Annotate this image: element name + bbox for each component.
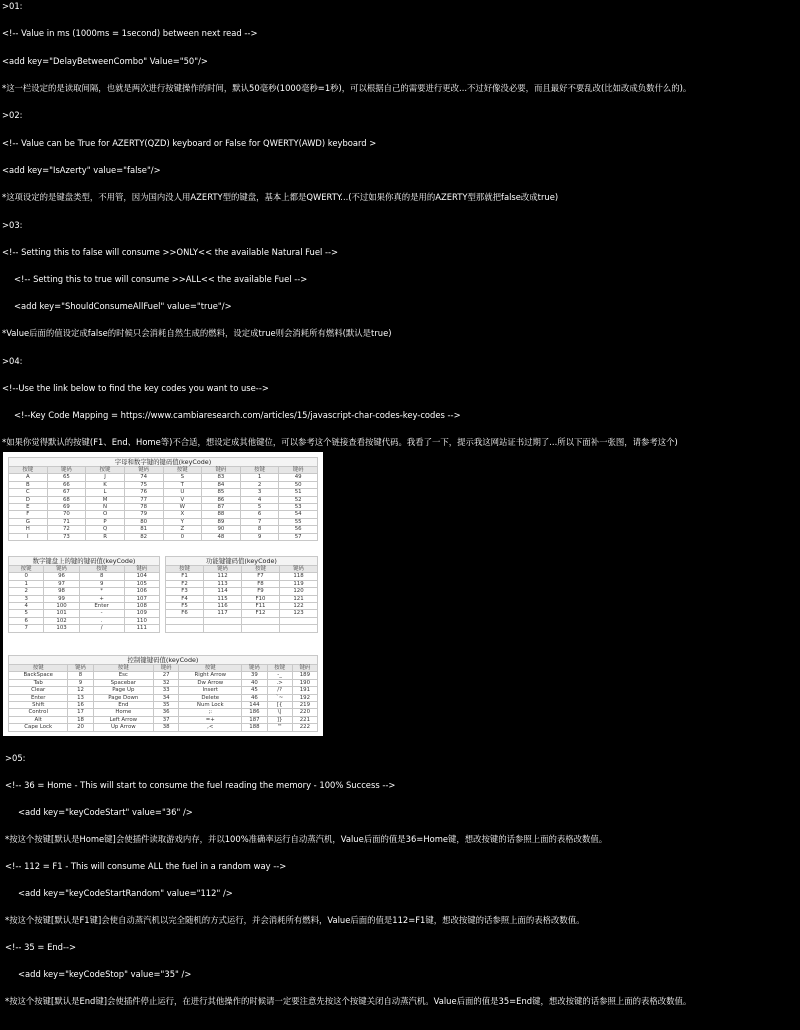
- table-cell: 97: [44, 580, 79, 587]
- code-comment-link: <!--Key Code Mapping = https://www.cambiaresearch.com/articles/15/javascript-char-codes-key-codes -->: [14, 410, 461, 420]
- table-cell: 3: [240, 489, 279, 496]
- table-cell: 48: [202, 533, 241, 540]
- table-cell: .: [79, 617, 124, 624]
- table-cell: 71: [47, 518, 86, 525]
- table-cell: 45: [242, 687, 267, 694]
- table-cell: 105: [124, 580, 159, 587]
- table-cell: Delete: [179, 694, 242, 701]
- table-cell: K: [86, 481, 125, 488]
- table-cell: J: [86, 474, 125, 481]
- table-cell: 123: [279, 610, 317, 617]
- table-cell: R: [86, 533, 125, 540]
- table-cell: 46: [242, 694, 267, 701]
- table-cell: ;:: [179, 709, 242, 716]
- table-cell: Clear: [9, 687, 68, 694]
- table-cell: Home: [93, 709, 153, 716]
- table-cell: 112: [203, 573, 241, 580]
- table-cell: 39: [242, 672, 267, 679]
- table-cell: F10: [241, 595, 279, 602]
- code-comment: <!-- 35 = End-->: [5, 942, 77, 952]
- column-header: 键码: [292, 665, 317, 672]
- table-cell: 1: [240, 474, 279, 481]
- table-cell: 68: [47, 496, 86, 503]
- table-row: [9, 504, 318, 511]
- table-cell: Shift: [9, 702, 68, 709]
- table-cell: 116: [203, 603, 241, 610]
- table-cell: 16: [68, 702, 93, 709]
- table-row: [166, 573, 318, 580]
- table-cell: 189: [292, 672, 317, 679]
- table-cell: V: [163, 496, 202, 503]
- code-comment: <!-- Setting this to false will consume >>ONLY<< the available Natural Fuel -->: [2, 247, 339, 257]
- table-cell: 80: [124, 518, 163, 525]
- section-marker-01: >01:: [2, 1, 23, 11]
- table-cell: 65: [47, 474, 86, 481]
- table-cell: Cape Lock: [9, 724, 68, 731]
- table-cell: O: [86, 511, 125, 518]
- table-cell: F3: [166, 588, 204, 595]
- table-cell: [241, 617, 279, 624]
- table-cell: X: [163, 511, 202, 518]
- section-marker-05: >05:: [5, 753, 26, 763]
- table-cell: /: [79, 625, 124, 632]
- column-header: 按键: [79, 566, 124, 573]
- table-cell: 8: [240, 526, 279, 533]
- table-cell: 222: [292, 724, 317, 731]
- column-header: 键码: [124, 467, 163, 474]
- table-cell: 27: [154, 672, 179, 679]
- table-cell: 118: [279, 573, 317, 580]
- code-comment: <!-- Value in ms (1000ms = 1second) between next read -->: [2, 28, 258, 38]
- table-row: [9, 617, 160, 624]
- column-header: 按键: [166, 566, 204, 573]
- table-cell: 55: [279, 518, 318, 525]
- table-cell: 108: [124, 603, 159, 610]
- column-header: 键码: [242, 665, 267, 672]
- table-cell: I: [9, 533, 48, 540]
- column-header: 按键: [9, 566, 44, 573]
- code-comment: <!-- Value can be True for AZERTY(QZD) keyboard or False for QWERTY(AWD) keyboard >: [2, 138, 377, 148]
- table-cell: +: [79, 595, 124, 602]
- table-cell: [279, 617, 317, 624]
- table-cell: 75: [124, 481, 163, 488]
- table-cell: 67: [47, 489, 86, 496]
- table-cell: 85: [202, 489, 241, 496]
- column-header: 按键: [179, 665, 242, 672]
- table-cell: F11: [241, 603, 279, 610]
- section-marker-04: >04:: [2, 356, 23, 366]
- table-cell: 119: [279, 580, 317, 587]
- table-cell: BackSpace: [9, 672, 68, 679]
- table-cell: T: [163, 481, 202, 488]
- table-row: [9, 511, 318, 518]
- table-cell: 9: [68, 679, 93, 686]
- table-cell: Control: [9, 709, 68, 716]
- table-cell: Enter: [79, 603, 124, 610]
- table-cell: Right Arrow: [179, 672, 242, 679]
- table-cell: D: [9, 496, 48, 503]
- table-row: [9, 580, 160, 587]
- table-cell: 38: [154, 724, 179, 731]
- column-header: 按键: [86, 467, 125, 474]
- note-text: *这项设定的是键盘类型，不用管，因为国内没人用AZERTY型的键盘，基本上都是QWERTY...(不过如果你真的是用的AZERTY型那就把false改成true): [2, 192, 559, 202]
- table-cell: 3: [9, 595, 44, 602]
- table-cell: End: [93, 702, 153, 709]
- column-header: 按键: [241, 566, 279, 573]
- table-cell: 79: [124, 511, 163, 518]
- table-cell: [241, 625, 279, 632]
- table-cell: 107: [124, 595, 159, 602]
- table-cell: 96: [44, 573, 79, 580]
- table-row: [9, 610, 160, 617]
- table-cell: 106: [124, 588, 159, 595]
- table-cell: 110: [124, 617, 159, 624]
- table-cell: A: [9, 474, 48, 481]
- column-header: 按键: [93, 665, 153, 672]
- table-cell: 83: [202, 474, 241, 481]
- table-cell: Left Arrow: [93, 716, 153, 723]
- table-row: [9, 573, 160, 580]
- table-cell: F8: [241, 580, 279, 587]
- table-cell: E: [9, 504, 48, 511]
- code-line: <add key="keyCodeStartRandom" value="112" />: [18, 888, 233, 898]
- table-cell: Spacebar: [93, 679, 153, 686]
- table-row: [9, 481, 318, 488]
- table-cell: 114: [203, 588, 241, 595]
- table-cell: Esc: [93, 672, 153, 679]
- table-cell: 120: [279, 588, 317, 595]
- table-cell: Q: [86, 526, 125, 533]
- table-cell: 37: [154, 716, 179, 723]
- table-cell: F9: [241, 588, 279, 595]
- table-row: [9, 625, 160, 632]
- table-cell: 40: [242, 679, 267, 686]
- code-line: <add key="ShouldConsumeAllFuel" value="true"/>: [14, 301, 232, 311]
- table-cell: ,<: [179, 724, 242, 731]
- table-cell: 84: [202, 481, 241, 488]
- table-cell: C: [9, 489, 48, 496]
- column-header: 按键: [267, 665, 292, 672]
- table-cell: 69: [47, 504, 86, 511]
- table-cell: 70: [47, 511, 86, 518]
- note-text: *按这个按键[默认是End键]会使插件停止运行，在进行其他操作的时候请一定要注意先按这个按键关闭自动蒸汽机。Value后面的值是35=End键，想改按键的话参照上面的表格改数值。: [5, 996, 692, 1006]
- key-code-reference-image: [3, 452, 323, 736]
- table-cell: 219: [292, 702, 317, 709]
- numpad-keycode-table: [8, 556, 160, 633]
- table-row: [9, 588, 160, 595]
- table-cell: *: [79, 588, 124, 595]
- column-header: 按键: [9, 467, 48, 474]
- column-header: 键码: [279, 467, 318, 474]
- table-cell: F5: [166, 603, 204, 610]
- table-cell: P: [86, 518, 125, 525]
- table-cell: 188: [242, 724, 267, 731]
- table-cell: 13: [68, 694, 93, 701]
- table-cell: B: [9, 481, 48, 488]
- table-cell: 73: [47, 533, 86, 540]
- table-cell: 77: [124, 496, 163, 503]
- table-cell: 99: [44, 595, 79, 602]
- table-cell: 190: [292, 679, 317, 686]
- table-cell: [279, 625, 317, 632]
- table-cell: 192: [292, 694, 317, 701]
- table-cell: 76: [124, 489, 163, 496]
- table-cell: 6: [240, 511, 279, 518]
- table-cell: 5: [9, 610, 44, 617]
- table-cell: 35: [154, 702, 179, 709]
- table-row: [9, 496, 318, 503]
- table-cell: [203, 617, 241, 624]
- table-row: [9, 716, 318, 723]
- table-cell: 56: [279, 526, 318, 533]
- note-text: *按这个按键[默认是Home键]会使插件读取游戏内存，并以100%准确率运行自动蒸汽机，Value后面的值是36=Home键，想改按键的话参照上面的表格改数值。: [5, 834, 608, 844]
- table-cell: 36: [154, 709, 179, 716]
- column-header: 按键: [9, 665, 68, 672]
- table-cell: Y: [163, 518, 202, 525]
- column-header: 键码: [124, 566, 159, 573]
- table-row: [166, 588, 318, 595]
- table-cell: 109: [124, 610, 159, 617]
- table-cell: 54: [279, 511, 318, 518]
- table-cell: Dw Arrow: [179, 679, 242, 686]
- table-cell: 52: [279, 496, 318, 503]
- table-cell: S: [163, 474, 202, 481]
- table-cell: 9: [240, 533, 279, 540]
- table-cell: 221: [292, 716, 317, 723]
- table-cell: 1: [9, 580, 44, 587]
- table-cell: M: [86, 496, 125, 503]
- table-cell: 117: [203, 610, 241, 617]
- table-cell: Page Up: [93, 687, 153, 694]
- table-cell: 50: [279, 481, 318, 488]
- table-cell: .>: [267, 679, 292, 686]
- table-cell: Num Lock: [179, 702, 242, 709]
- table-cell: L: [86, 489, 125, 496]
- table-cell: 111: [124, 625, 159, 632]
- table-cell: =+: [179, 716, 242, 723]
- table-cell: 87: [202, 504, 241, 511]
- table-cell: 12: [68, 687, 93, 694]
- table-cell: Alt: [9, 716, 68, 723]
- table-caption: 功能键键码值(keyCode): [166, 557, 318, 566]
- table-cell: 81: [124, 526, 163, 533]
- table-cell: N: [86, 504, 125, 511]
- table-cell: Tab: [9, 679, 68, 686]
- table-cell: F: [9, 511, 48, 518]
- table-cell: F6: [166, 610, 204, 617]
- table-cell: 0: [163, 533, 202, 540]
- table-cell: 18: [68, 716, 93, 723]
- table-cell: '": [267, 724, 292, 731]
- section-marker-03: >03:: [2, 220, 23, 230]
- table-cell: 113: [203, 580, 241, 587]
- code-line: <add key="DelayBetweenCombo" Value="50"/>: [2, 56, 208, 66]
- column-header: 键码: [47, 467, 86, 474]
- table-cell: 82: [124, 533, 163, 540]
- table-cell: [166, 625, 204, 632]
- table-cell: 121: [279, 595, 317, 602]
- table-cell: 89: [202, 518, 241, 525]
- table-row: [166, 580, 318, 587]
- table-cell: Insert: [179, 687, 242, 694]
- table-row: [166, 595, 318, 602]
- table-row: [9, 687, 318, 694]
- table-row: [9, 694, 318, 701]
- column-header: 键码: [203, 566, 241, 573]
- table-row: [9, 672, 318, 679]
- table-row: [166, 617, 318, 624]
- code-comment: <!-- 112 = F1 - This will consume ALL the fuel in a random way -->: [5, 861, 287, 871]
- table-cell: H: [9, 526, 48, 533]
- table-cell: 7: [9, 625, 44, 632]
- table-row: [166, 625, 318, 632]
- note-text: *这一栏设定的是读取间隔，也就是两次进行按键操作的时间，默认50毫秒(1000毫秒=1秒)，可以根据自己的需要进行更改...不过好像没必要，而且最好不要乱改(比如改成负数什么的)。: [2, 83, 692, 93]
- table-cell: 7: [240, 518, 279, 525]
- table-row: [9, 474, 318, 481]
- table-row: [9, 595, 160, 602]
- control-keycode-table: [8, 655, 318, 732]
- table-cell: 72: [47, 526, 86, 533]
- table-cell: 4: [9, 603, 44, 610]
- table-cell: 17: [68, 709, 93, 716]
- table-cell: 57: [279, 533, 318, 540]
- table-cell: 86: [202, 496, 241, 503]
- table-caption: 控制键键码值(keyCode): [9, 656, 318, 665]
- column-header: 按键: [240, 467, 279, 474]
- column-header: 按键: [163, 467, 202, 474]
- table-cell: Z: [163, 526, 202, 533]
- table-cell: `~: [267, 694, 292, 701]
- table-cell: 122: [279, 603, 317, 610]
- table-cell: Enter: [9, 694, 68, 701]
- section-marker-02: >02:: [2, 110, 23, 120]
- table-cell: 144: [242, 702, 267, 709]
- table-cell: 191: [292, 687, 317, 694]
- table-cell: 8: [68, 672, 93, 679]
- table-cell: 4: [240, 496, 279, 503]
- table-row: [9, 518, 318, 525]
- table-row: [9, 603, 160, 610]
- table-row: [9, 709, 318, 716]
- table-cell: F4: [166, 595, 204, 602]
- table-row: [166, 603, 318, 610]
- table-row: [166, 610, 318, 617]
- code-comment: <!-- 36 = Home - This will start to consume the fuel reading the memory - 100% Success -->: [5, 780, 396, 790]
- table-cell: 66: [47, 481, 86, 488]
- table-row: [9, 533, 318, 540]
- note-text: *Value后面的值设定成false的时候只会消耗自然生成的燃料，设定成true则会消耗所有燃料(默认是true): [2, 328, 392, 338]
- code-line: <add key="IsAzerty" value="false"/>: [2, 165, 161, 175]
- table-cell: 101: [44, 610, 79, 617]
- table-cell: Page Down: [93, 694, 153, 701]
- table-cell: 187: [242, 716, 267, 723]
- table-cell: U: [163, 489, 202, 496]
- code-comment: <!--Use the link below to find the key codes you want to use-->: [2, 383, 269, 393]
- letter-keycode-table: [8, 457, 318, 541]
- table-cell: Up Arrow: [93, 724, 153, 731]
- table-cell: [203, 625, 241, 632]
- table-cell: 0: [9, 573, 44, 580]
- column-header: 键码: [154, 665, 179, 672]
- table-caption: 字母和数字键的键码值(keyCode): [9, 458, 318, 467]
- table-cell: 6: [9, 617, 44, 624]
- table-row: [9, 489, 318, 496]
- table-cell: 115: [203, 595, 241, 602]
- table-cell: 90: [202, 526, 241, 533]
- table-cell: 2: [240, 481, 279, 488]
- table-cell: 33: [154, 687, 179, 694]
- code-line: <add key="keyCodeStart" value="36" />: [18, 807, 193, 817]
- table-cell: \|: [267, 709, 292, 716]
- table-cell: G: [9, 518, 48, 525]
- table-row: [9, 679, 318, 686]
- table-cell: 104: [124, 573, 159, 580]
- table-cell: 78: [124, 504, 163, 511]
- table-cell: 220: [292, 709, 317, 716]
- table-cell: 103: [44, 625, 79, 632]
- table-cell: 51: [279, 489, 318, 496]
- table-cell: 186: [242, 709, 267, 716]
- table-row: [9, 724, 318, 731]
- column-header: 键码: [44, 566, 79, 573]
- code-comment: <!-- Setting this to true will consume >>ALL<< the available Fuel -->: [14, 274, 308, 284]
- table-cell: [{: [267, 702, 292, 709]
- table-cell: 2: [9, 588, 44, 595]
- note-text: *按这个按键[默认是F1键]会使自动蒸汽机以完全随机的方式运行，并会消耗所有燃料，Value后面的值是112=F1键，想改按键的话参照上面的表格改数值。: [5, 915, 585, 925]
- table-cell: 49: [279, 474, 318, 481]
- table-cell: F7: [241, 573, 279, 580]
- code-line: <add key="keyCodeStop" value="35" />: [18, 969, 192, 979]
- note-text: *如果你觉得默认的按键(F1、End、Home等)不合适，想设定成其他键位，可以参考这个链接查看按键代码。我看了一下，提示我这网站证书过期了...所以下面补一张图，请参考这个): [2, 437, 678, 447]
- column-header: 键码: [68, 665, 93, 672]
- table-cell: [166, 617, 204, 624]
- table-cell: F2: [166, 580, 204, 587]
- table-cell: ]}: [267, 716, 292, 723]
- table-cell: 100: [44, 603, 79, 610]
- column-header: 键码: [279, 566, 317, 573]
- table-cell: 98: [44, 588, 79, 595]
- table-cell: /?: [267, 687, 292, 694]
- table-cell: 88: [202, 511, 241, 518]
- table-cell: F12: [241, 610, 279, 617]
- table-cell: -: [79, 610, 124, 617]
- table-cell: 9: [79, 580, 124, 587]
- table-cell: 102: [44, 617, 79, 624]
- table-row: [9, 526, 318, 533]
- table-cell: 8: [79, 573, 124, 580]
- table-cell: -_: [267, 672, 292, 679]
- table-cell: W: [163, 504, 202, 511]
- table-caption: 数字键盘上的键的键码值(keyCode): [9, 557, 160, 566]
- table-cell: 53: [279, 504, 318, 511]
- table-cell: 32: [154, 679, 179, 686]
- function-keycode-table: [165, 556, 318, 633]
- table-row: [9, 702, 318, 709]
- column-header: 键码: [202, 467, 241, 474]
- table-cell: 20: [68, 724, 93, 731]
- table-cell: F1: [166, 573, 204, 580]
- table-cell: 74: [124, 474, 163, 481]
- table-cell: 34: [154, 694, 179, 701]
- table-cell: 5: [240, 504, 279, 511]
